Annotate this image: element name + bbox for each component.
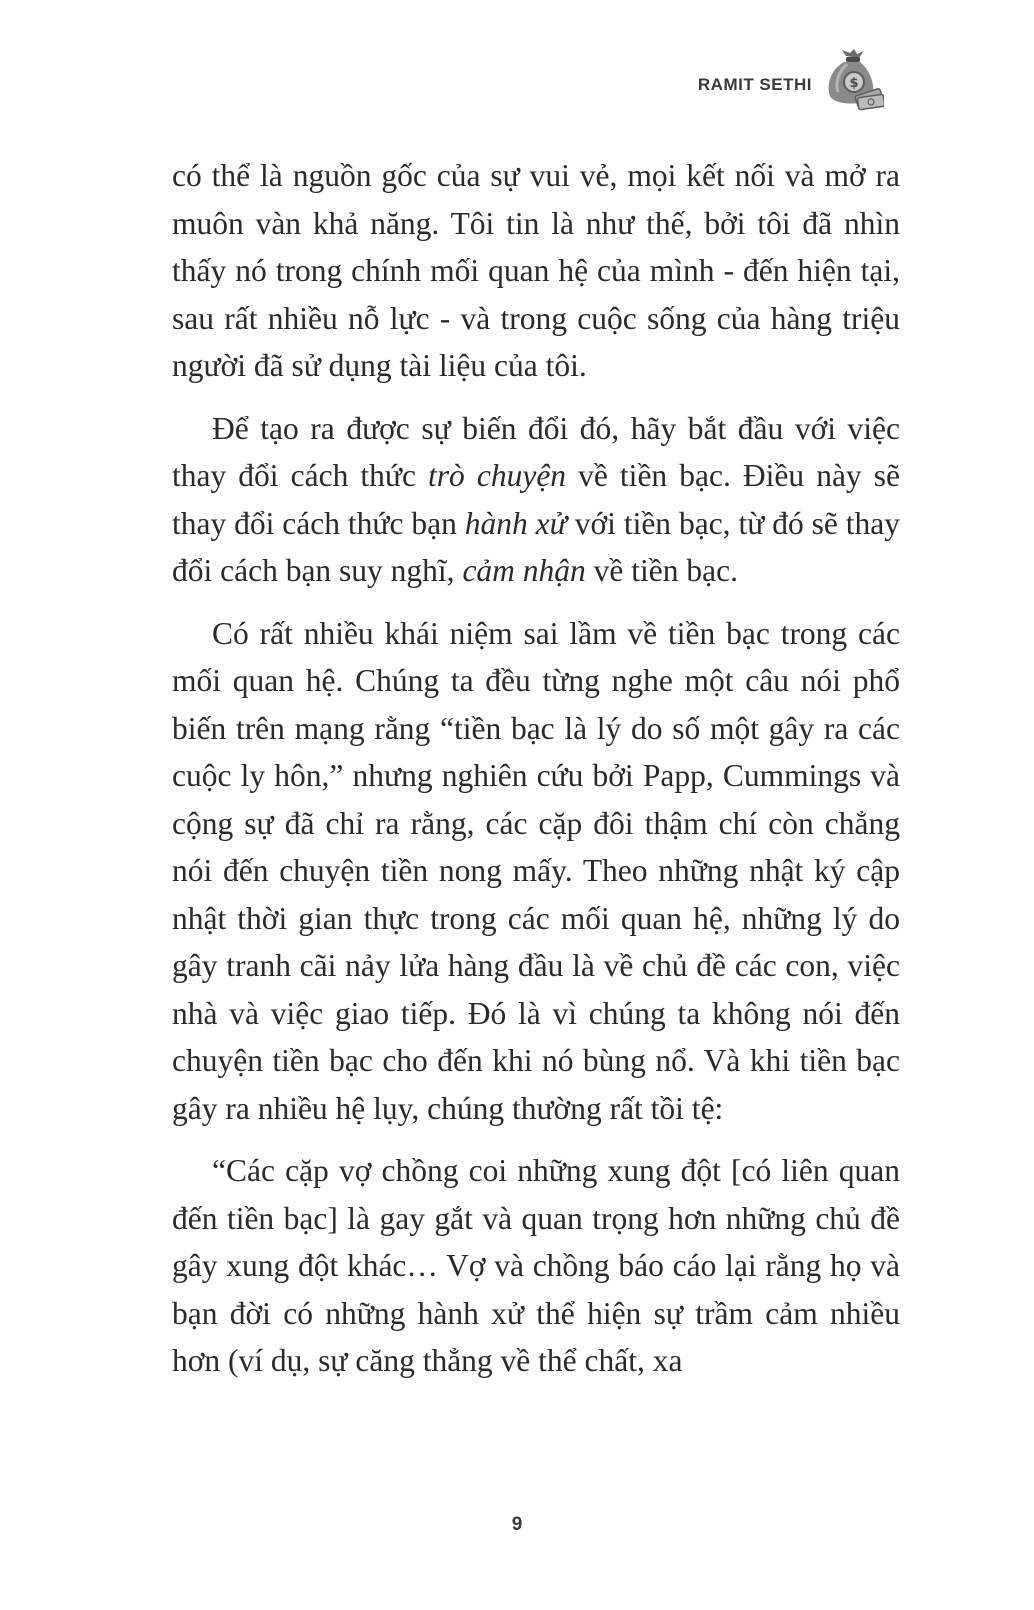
text-run: về tiền bạc. bbox=[585, 553, 738, 588]
paragraph bbox=[172, 610, 900, 1133]
paragraph bbox=[172, 405, 900, 595]
emphasis-text: cảm nhận bbox=[462, 553, 586, 588]
page-number: 9 bbox=[511, 1514, 523, 1535]
text-run: Để tạo ra được sự biến đổi đó, hãy bắt đầu với việc thay đổi cách thức bbox=[172, 410, 900, 493]
svg-text:$: $ bbox=[849, 76, 859, 91]
paragraph bbox=[172, 152, 900, 390]
text-run: có thể là nguồn gốc của sự vui vẻ, mọi kết nối và mở ra muôn vàn khả năng. Tôi tin là như thế, bởi tôi đã nhìn thấy nó trong chính mối quan hệ của mình - đến hiện tại, sau rất nhiều nỗ lực - và trong cuộc sống của hàng triệu người đã sử dụng tài liệu của tôi. bbox=[172, 158, 900, 383]
author-name: RAMIT SETHI bbox=[697, 75, 812, 94]
text-run: “Các cặp vợ chồng coi những xung đột [có liên quan đến tiền bạc] là gay gắt và quan trọng hơn những chủ đề gây xung đột khác… Vợ và chồng báo cáo lại rằng họ và bạn đời có những hành xử thể hiện sự trầm cảm nhiều hơn (ví dụ, sự căng thẳng về thể chất, xa bbox=[172, 1153, 900, 1378]
emphasis-text: trò chuyện bbox=[428, 458, 567, 493]
text-run: Có rất nhiều khái niệm sai lầm về tiền bạc trong các mối quan hệ. Chúng ta đều từng nghe một câu nói phổ biến trên mạng rằng “tiền bạc là lý do số một gây ra các cuộc ly hôn,” nhưng nghiên cứu bởi Papp, Cummings và cộng sự đã chỉ ra rằng, các cặp đôi thậm chí còn chẳng nói đến chuyện tiền nong mấy. Theo những nhật ký cập nhật thời gian thực trong các mối quan hệ, những lý do gây tranh cãi nảy lửa hàng đầu là về chủ đề các con, việc nhà và việc giao tiếp. Đó là vì chúng ta không nói đến chuyện tiền bạc cho đến khi nó bùng nổ. Và khi tiền bạc gây ra nhiều hệ lụy, chúng thường rất tồi tệ: bbox=[172, 615, 900, 1126]
text-run: với tiền bạc, từ đó sẽ thay đổi cách bạn suy nghĩ, bbox=[172, 505, 900, 588]
money-bag-icon bbox=[820, 48, 884, 112]
body-text bbox=[172, 152, 900, 1400]
running-header bbox=[698, 48, 884, 112]
paragraph bbox=[172, 1147, 900, 1385]
emphasis-text: hành xử bbox=[464, 505, 567, 541]
text-run: về tiền bạc. Điều này sẽ thay đổi cách thức bạn bbox=[172, 458, 900, 541]
